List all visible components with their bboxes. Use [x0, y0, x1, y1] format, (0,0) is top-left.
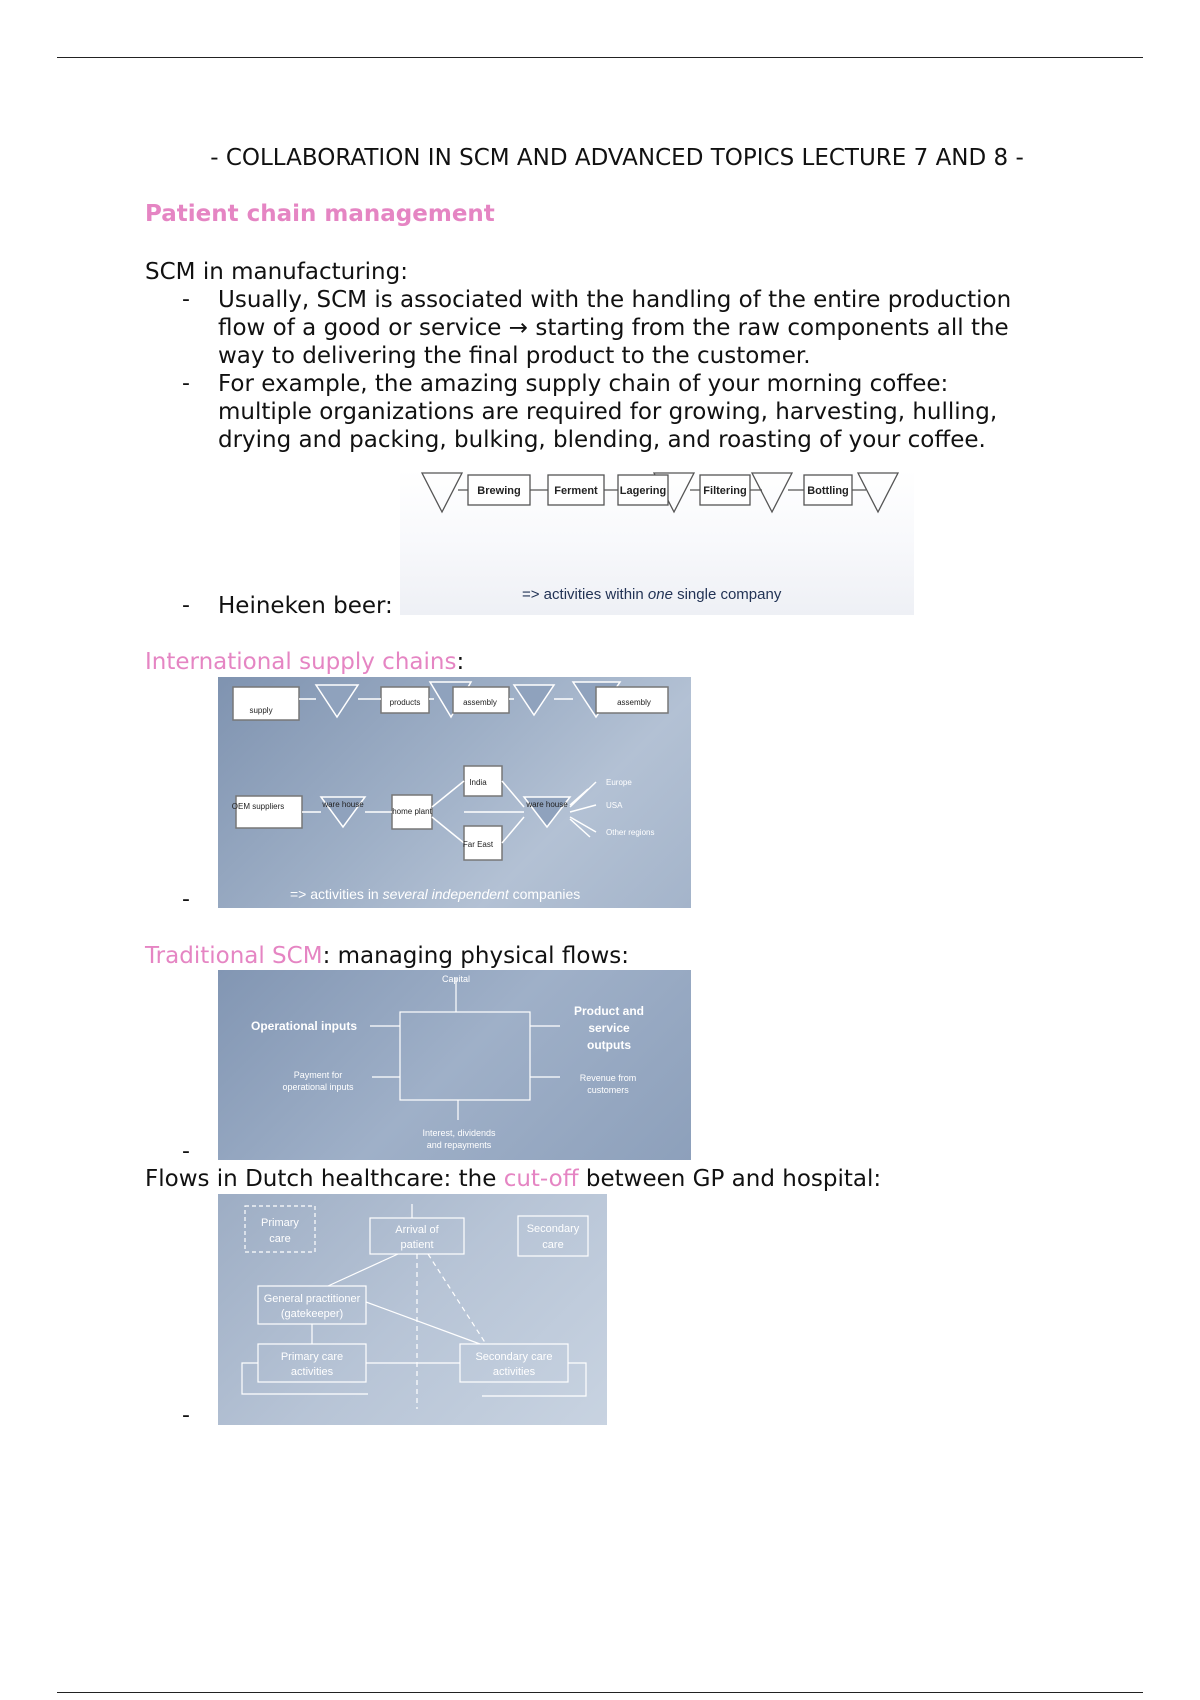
box-label-line: activities	[290, 1366, 334, 1378]
box-label: assembly	[617, 698, 651, 707]
box-label-line: care	[269, 1233, 291, 1245]
healthcare-label-post: between GP and hospital:	[578, 1166, 882, 1192]
scm-manufacturing-label: SCM in manufacturing:	[145, 259, 408, 285]
heineken-dash: -	[182, 593, 190, 618]
operational-inputs-label: Operational inputs	[250, 1019, 358, 1033]
region-label: USA	[606, 801, 623, 810]
box-label-line: Primary care	[280, 1351, 344, 1363]
international-label	[145, 648, 464, 676]
traditional-scm-diagram	[218, 970, 691, 1160]
healthcare-label	[145, 1165, 881, 1193]
box	[245, 1206, 315, 1252]
inventory-triangle	[422, 473, 462, 512]
box-label-line: activities	[492, 1366, 536, 1378]
heineken-process-diagram	[400, 470, 914, 615]
traditional-label	[145, 942, 629, 970]
flow-arrows	[370, 978, 560, 1120]
step-label: Filtering	[703, 485, 747, 497]
step-label: Brewing	[477, 485, 521, 497]
box-label: ware house	[526, 800, 568, 809]
bullet-1-line-2: flow of a good or service → starting from the raw components all the	[218, 315, 1009, 341]
healthcare-label-cutoff: cut-off	[503, 1166, 579, 1192]
bullet-1-line-3: way to delivering the final product to the customer.	[218, 343, 811, 369]
heineken-label: Heineken beer:	[218, 593, 393, 619]
revenue-label-line: Revenue from	[579, 1073, 637, 1083]
box-label: assembly	[463, 698, 497, 707]
box-label-line: Secondary	[526, 1223, 580, 1235]
box-label-line: Primary	[261, 1217, 299, 1229]
box-label-line: patient	[400, 1239, 434, 1251]
revenue-label-line: customers	[587, 1085, 629, 1095]
box-label: home plant	[392, 807, 432, 816]
outputs-label-line: service	[588, 1021, 630, 1035]
international-label-link: International supply chains	[145, 649, 457, 675]
traditional-dash: -	[182, 1139, 190, 1164]
top-rule	[57, 57, 1143, 58]
interest-label-line: and repayments	[426, 1140, 492, 1150]
region-label: Europe	[606, 778, 632, 787]
inventory-triangle	[752, 473, 792, 512]
cut-off-line	[417, 1254, 486, 1409]
box-label-line: care	[542, 1239, 564, 1251]
healthcare-flow-diagram	[218, 1194, 607, 1425]
healthcare-flow-figure	[218, 1194, 607, 1425]
box-label: products	[389, 698, 421, 707]
bullet-dash: -	[182, 371, 190, 396]
outputs-label-line: outputs	[587, 1038, 631, 1052]
box-label-line: General practitioner	[263, 1293, 361, 1305]
bottom-rule	[57, 1692, 1143, 1693]
box-label-line: Arrival of	[395, 1224, 439, 1236]
international-label-rest: :	[456, 649, 465, 675]
heineken-process-figure	[400, 470, 914, 615]
step-label: Bottling	[807, 485, 849, 497]
traditional-scm-figure	[218, 970, 691, 1160]
section-heading: Patient chain management	[145, 201, 495, 227]
bullet-2-line-3: drying and packing, bulking, blending, and roasting of your coffee.	[218, 427, 986, 453]
region-arrows	[570, 782, 596, 837]
interest-label-line: Interest, dividends	[422, 1128, 496, 1138]
bullet-2-line-2: multiple organizations are required for growing, harvesting, hulling,	[218, 399, 998, 425]
region-label: Other regions	[606, 828, 655, 837]
process-box	[400, 1012, 530, 1100]
payment-label-line: Payment for	[293, 1070, 343, 1080]
healthcare-dash: -	[182, 1403, 190, 1428]
traditional-label-link: Traditional SCM	[145, 943, 323, 969]
box-label-line: (gatekeeper)	[280, 1308, 344, 1320]
bullet-2-line-1: For example, the amazing supply chain of your morning coffee:	[218, 371, 949, 397]
outputs-label-line: Product and	[573, 1004, 645, 1018]
document-title: - COLLABORATION IN SCM AND ADVANCED TOPICS LECTURE 7 AND 8 -	[210, 145, 1024, 171]
bullet-dash: -	[182, 287, 190, 312]
box-label: Far East	[462, 840, 494, 849]
capital-label: Capital	[441, 974, 471, 984]
step-label: Ferment	[554, 485, 598, 497]
traditional-label-rest: : managing physical flows:	[322, 943, 629, 969]
heineken-caption: => activities within one single company	[522, 586, 782, 603]
box	[236, 796, 302, 828]
triangle	[316, 685, 358, 717]
box-label-line: Secondary care	[475, 1351, 553, 1363]
triangle	[514, 685, 554, 715]
box	[233, 687, 299, 720]
healthcare-label-pre: Flows in Dutch healthcare: the	[145, 1166, 504, 1192]
payment-label-line: operational inputs	[282, 1082, 354, 1092]
international-caption: => activities in several independent companies	[290, 886, 581, 902]
bullet-1-line-1: Usually, SCM is associated with the handling of the entire production	[218, 287, 1012, 313]
box-label: OEM suppliers	[231, 802, 285, 811]
inventory-triangle	[858, 473, 898, 512]
step-label: Lagering	[619, 485, 667, 497]
international-supply-figure	[218, 677, 691, 908]
box-label: supply	[249, 706, 273, 715]
box-label: ware house	[322, 800, 364, 809]
international-dash: -	[182, 887, 190, 912]
international-supply-diagram	[218, 677, 691, 908]
box-label: India	[469, 778, 487, 787]
